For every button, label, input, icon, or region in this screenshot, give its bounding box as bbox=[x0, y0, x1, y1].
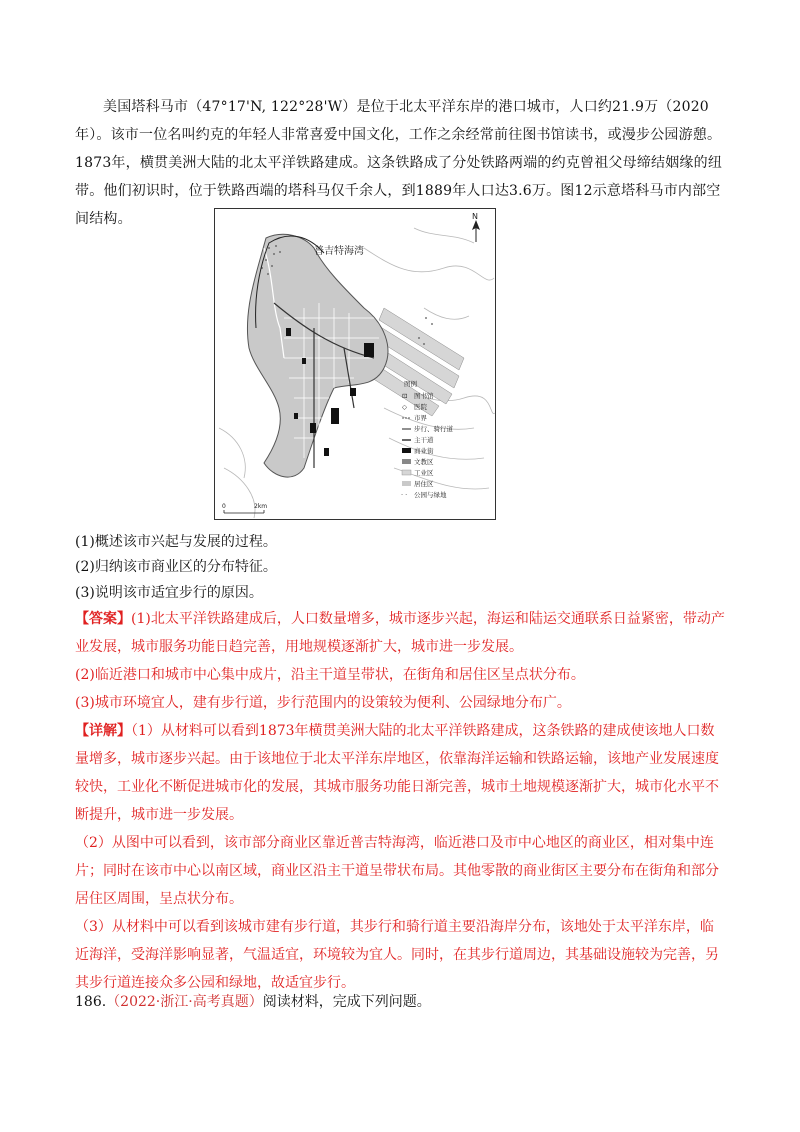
park-icon: · · bbox=[401, 491, 408, 499]
map-bay-label: 普吉特海湾 bbox=[314, 246, 364, 257]
legend-label-walkway: 步行、骑行道 bbox=[414, 425, 453, 433]
detail-3: （3）从材料中可以看到该城市建有步行道，其步行和骑行道主要沿海岸分布，该地处于太平洋东岸，临近海洋，受海洋影响显著，气温适宜，环境较为宜人。同时，在其步行道周边，其基础设施较为完善，另其步行道连接众多公园和绿地，故适宜步行。 bbox=[75, 919, 719, 991]
hospital-icon: ◇ bbox=[402, 403, 407, 411]
answer-3: (3)城市环境宜人，建有步行道，步行范围内的设策较为便利、公园绿地分布广。 bbox=[75, 695, 571, 711]
legend-label-park: 公园与绿地 bbox=[414, 491, 447, 499]
question-1: (1)概述该市兴起与发展的过程。 bbox=[75, 534, 277, 550]
legend-label-residential: 居住区 bbox=[414, 480, 434, 488]
legend-label-industrial: 工业区 bbox=[414, 469, 434, 477]
tacoma-map-figure bbox=[214, 208, 496, 520]
detail-text-1: （1）从材料可以看到1873年横贯美洲大陆的北太平洋铁路建成，这条铁路的建成使该地人口数量增多，城市逐步兴起。由于该地位于北太平洋东岸地区，依靠海洋运输和铁路运输，该地产业发展速度较快，工业化不断促进城市化的发展，其城市服务功能日渐完善，城市土地规模逐渐扩大，城市化水平不断提升，城市进一步发展。 bbox=[75, 723, 719, 823]
answer-2: (2)临近港口和城市中心集中成片，沿主干道呈带状，在街角和居住区呈点状分布。 bbox=[75, 667, 585, 683]
education-icon bbox=[402, 459, 411, 464]
legend-label-main-road: 主干道 bbox=[414, 436, 434, 444]
scale-zero-label: 0 bbox=[222, 503, 226, 510]
answer-1 bbox=[75, 605, 727, 661]
legend-label-education: 文教区 bbox=[414, 458, 434, 466]
question-2: (2)归纳该市商业区的分布特征。 bbox=[75, 559, 277, 575]
detail-2: （2）从图中可以看到，该市部分商业区靠近普吉特海湾，临近港口及市中心地区的商业区，相对集中连片；同时在该市中心以南区域，商业区沿主干道呈带状布局。其他零散的商业街区主要分布在街角和部分居住区周围，呈点状分布。 bbox=[75, 835, 719, 907]
legend-label-library: 图书馆 bbox=[414, 392, 434, 400]
intro-paragraph: 美国塔科马市（47°17'N, 122°28'W）是位于北太平洋东岸的港口城市，人口约21.9万（2020年）。该市一位名叫约克的年轻人非常喜爱中国文化，工作之余经常前往图书馆读书，或漫步公园游憩。1873年，横贯美洲大陆的北太平洋铁路建成。这条铁路成了分处铁路两端的约克曾祖父母缔结姻缘的纽带。他们初识时，位于铁路西端的塔科马仅千余人，到1889年人口达3.6万。图12示意塔科马市内部空间结构。 bbox=[75, 99, 723, 227]
commercial-icon bbox=[402, 448, 411, 453]
next-question-text: 阅读材料，完成下列问题。 bbox=[262, 994, 431, 1010]
detail-1 bbox=[75, 717, 727, 829]
legend-label-commercial: 商业街 bbox=[414, 447, 434, 455]
detail-label: 【详解】 bbox=[75, 723, 131, 739]
scale-distance-label: 2km bbox=[254, 503, 268, 510]
legend-label-boundary: 市界 bbox=[414, 414, 427, 422]
north-label: N bbox=[472, 212, 478, 221]
library-icon: ⊡ bbox=[402, 392, 408, 400]
legend-title: 图例 bbox=[404, 380, 417, 388]
industrial-icon bbox=[402, 470, 411, 475]
next-question-number: 186. bbox=[75, 994, 107, 1010]
question-3: (3)说明该市适宜步行的原因。 bbox=[75, 585, 263, 601]
answer-label: 【答案】 bbox=[75, 611, 131, 627]
next-question-heading bbox=[75, 992, 431, 1012]
residential-icon bbox=[402, 481, 411, 486]
answer-text-1: (1)北太平洋铁路建成后，人口数量增多，城市逐步兴起，海运和陆运交通联系日益紧密，带动产业发展，城市服务功能日趋完善，用地规模逐渐扩大，城市进一步发展。 bbox=[75, 611, 725, 655]
next-question-source: （2022·浙江·高考真题） bbox=[106, 994, 263, 1010]
legend-label-hospital: 医院 bbox=[414, 403, 427, 411]
